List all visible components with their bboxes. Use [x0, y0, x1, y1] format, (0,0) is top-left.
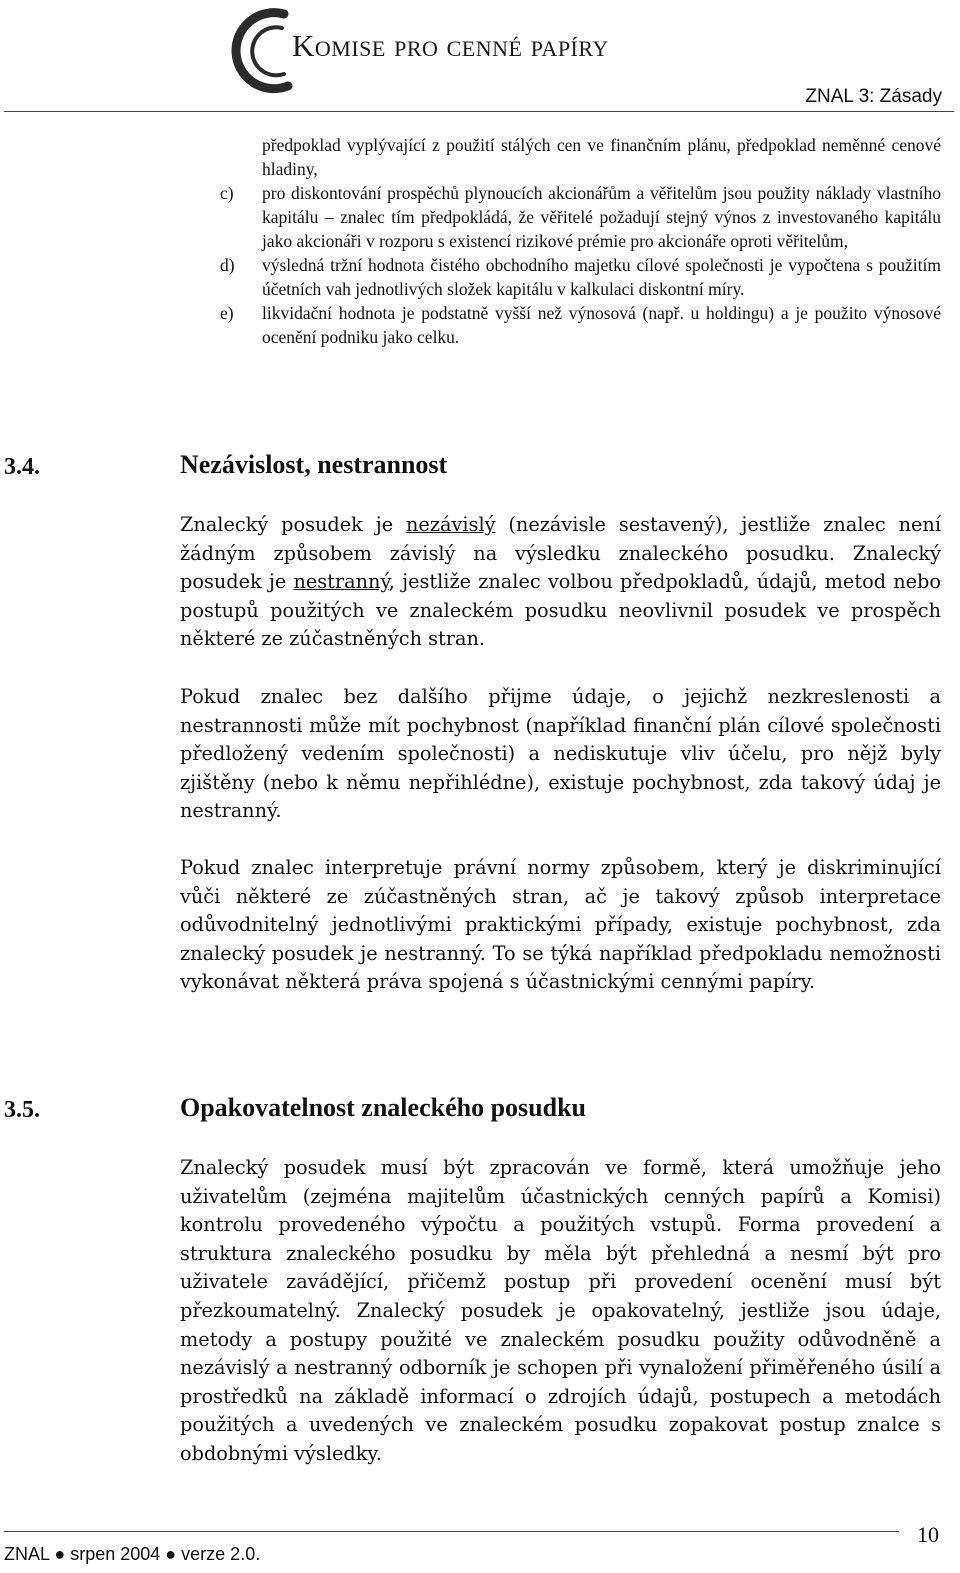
assumption-list — [0, 133, 960, 349]
paragraph-data-doubt: Pokud znalec bez dalšího přijme údaje, o jejichž nezkreslenosti a nestrannosti může mít pochybnost (například finanční plán cílové společnosti předložený vedením společnosti) a nediskutuje vliv účelu, pro nějž byly zjištěny (nebo k němu nepřihlédne), existuje pochybnost, zda takový údaj je nestranný. — [180, 685, 941, 823]
section-number: 3.4. — [4, 454, 40, 480]
list-item — [220, 181, 941, 253]
footer-divider — [4, 1531, 899, 1532]
komise-logo-icon — [222, 0, 302, 100]
text-run: , jestliže znalec volbou předpokladů, údajů, metod nebo postupů použitých ve znaleckém posudku neovlivnil posudek ve prospěch některé ze zúčastněných stran. — [180, 570, 941, 651]
footer-text: ZNAL ● srpen 2004 ● verze 2.0. — [4, 1544, 261, 1564]
list-item-text: předpoklad vyplývající z použití stálých cen ve finančním plánu, předpoklad neměnné cenové hladiny, — [262, 135, 941, 179]
section-number: 3.5. — [4, 1097, 40, 1123]
list-marker: e) — [220, 303, 234, 323]
list-item — [220, 253, 941, 301]
list-item — [262, 133, 941, 181]
list-item-text: výsledná tržní hodnota čistého obchodního majetku cílové společnosti je vypočtena s použitím účetních vah jednotlivých složek kapitálu v kalkulaci diskontní míry. — [262, 255, 941, 299]
paragraph-independence — [180, 511, 941, 654]
paragraph-repeatability: Znalecký posudek musí být zpracován ve formě, která umožňuje jeho uživatelům (zejména majitelům účastnických cenných papírů a Komisi) kontrolu provedeného výpočtu a použitých vstupů. Forma provedení a struktura znaleckého posudku by měla být přehledná a nesmí být pro uživatele zavádějící, přičemž postup při provedení ocenění musí být přezkoumatelný. Znalecký posudek je opakovatelný, jestliže jsou údaje, metody a postupy použité ve znaleckém posudku použity odůvodněně a nezávislý a nestranný odborník je schopen při vynaložení přiměřeného úsilí a prostředků na základě informací o zdrojích údajů, postupech a metodách použitých a uvedených ve znaleckém posudku zopakovat postup znalce s obdobnými výsledky. — [180, 1156, 941, 1465]
paragraph-legal-interpretation: Pokud znalec interpretuje právní normy způsobem, který je diskriminující vůči některé ze zúčastněných stran, ač je takový způsob interpretace odůvodnitelný jednotlivými praktickými případy, existuje pochybnost, zda znalecký posudek je nestranný. To se týká například předpokladu nemožnosti vykonávat některá práva spojená s účastnickými cennými papíry. — [180, 856, 941, 994]
organization-name: Komise pro cenné papíry — [292, 28, 609, 63]
text-run: (nezávisle sestavený), jestliže znalec není žádným způsobem závislý na výsledku znaleckého posudku. Znalecký posudek je — [180, 513, 941, 594]
list-marker: c) — [220, 183, 234, 203]
list-marker: d) — [220, 255, 235, 275]
section-title: Nezávislost, nestrannost — [180, 450, 448, 479]
list-item-text: pro diskontování prospěchů plynoucích akcionářům a věřitelům jsou použity náklady vlastního kapitálu – znalec tím předpokládá, že věřitelé požadují stejný výnos z investovaného kapitálu jako akcionáři v rozporu s existencí rizikové prémie pro akcionáře oproti věřitelům, — [262, 183, 941, 251]
text-run: Znalecký posudek je — [180, 513, 407, 536]
document-label: ZNAL 3: Zásady — [805, 86, 942, 107]
page-number: 10 — [917, 1522, 939, 1547]
list-item-text: likvidační hodnota je podstatně vyšší než výnosová (např. u holdingu) a je použito výnosové ocenění podniku jako celku. — [262, 303, 941, 347]
header-divider — [4, 111, 954, 112]
underlined-term: nezávislý — [406, 513, 496, 536]
underlined-term: nestranný — [293, 570, 389, 594]
list-item — [220, 301, 941, 349]
section-title: Opakovatelnost znaleckého posudku — [180, 1093, 586, 1122]
